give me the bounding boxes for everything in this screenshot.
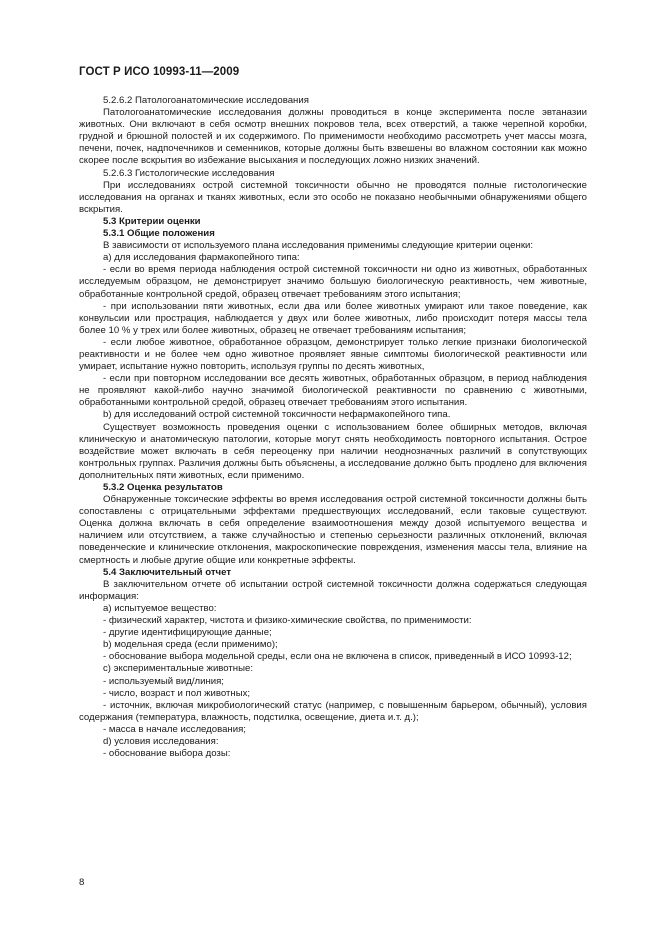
section-heading: 5.3.1 Общие положения [103, 228, 215, 240]
list-item: - источник, включая микробиологический статус (например, с повышенным барьером, обычный), условия содержания (температура, влажность, подстилка, освещение, диета и.т. д.); [79, 699, 587, 723]
document-body [79, 95, 587, 760]
section-heading: 5.4 Заключительный отчет [103, 566, 232, 578]
list-item: b) для исследований острой системной токсичности нефармакопейного типа. [103, 409, 451, 421]
list-item: - масса в начале исследования; [103, 723, 246, 735]
paragraph: В заключительном отчете об испытании острой системной токсичности должна содержаться следующая информация: [79, 578, 587, 602]
section-heading: 5.3.2 Оценка результатов [103, 482, 223, 493]
section-heading: 5.2.6.3 Гистологические исследования [103, 167, 275, 179]
list-item: b) модельная среда (если применимо); [103, 639, 278, 651]
list-item: d) условия исследования: [103, 735, 219, 747]
page-number: 8 [79, 877, 85, 888]
section-heading: 5.3 Критерии оценки [103, 215, 201, 227]
list-item: - другие идентифицирующие данные; [103, 627, 272, 639]
list-item: - физический характер, чистота и физико-химические свойства, по применимости: [103, 615, 472, 627]
list-item: - обоснование выбора дозы: [103, 748, 231, 760]
list-item: - если при повторном исследовании все десять животных, обработанных образцом, в период наблюдения не проявляют какой-либо научно значимой биологической реактивности по сравнению с животными, обработанными контрольной средой, образец отвечает требованиям этого испытания. [79, 373, 587, 409]
list-item: - если любое животное, обработанное образцом, демонстрирует только легкие признаки биологической реактивности и не более чем одно животное проявляет явные симптомы биологической реактивности или умирает, испытание нужно повторить, используя группы по десять животных, [79, 336, 587, 373]
section-heading: 5.2.6.2 Патологоанатомические исследования [103, 95, 309, 106]
list-item: c) экспериментальные животные: [103, 663, 254, 675]
list-item: - число, возраст и пол животных; [103, 687, 251, 699]
list-item: a) испытуемое вещество: [103, 602, 217, 614]
paragraph: Патологоанатомические исследования должны проводиться в конце эксперимента после эвтаназии животных. Они включают в себя осмотр внешних покровов тела, всех отверстий, а также черепной коробки, грудной и брюшной полостей и их содержимого. По применимости необходимо рассмотреть учет массы мозга, печени, почек, надпочечников и семенников, которые должны быть взвешены во влажном состоянии как можно скорее после вскрытия во избежание высыхания и последующих ложно низких значений. [79, 107, 587, 167]
list-item: a) для исследования фармакопейного типа: [103, 252, 300, 264]
paragraph: Обнаруженные токсические эффекты во время исследования острой системной токсичности должны быть сопоставлены с отрицательными эффектами предшествующих исследований, если таковые существуют. Оценка должна включать в себя определение взаимоотношения между дозой испытуемого вещества и наличием или отсутствием, а также случайностью и степенью серьезности различных отклонений, включая поведенческие и клинические отклонения, макроскопические повреждения, изменения массы тела, влияние на смертность и любые другие общие или конкретные эффекты. [79, 494, 587, 566]
paragraph: В зависимости от используемого плана исследования применимы следующие критерии оценки: [103, 240, 534, 252]
document-header: ГОСТ Р ИСО 10993-11—2009 [79, 66, 240, 78]
list-item: - обоснование выбора модельной среды, если она не включена в список, приведенный в ИСО 10993-12; [103, 651, 572, 663]
list-item: - при использовании пяти животных, если два или более животных умирают или такое поведение, как конвульсии или прострация, наблюдается у двух или более животных, либо происходит потеря массы тела более 10 % у трех или более животных, образец не отвечает требованиям испытания; [79, 300, 587, 336]
paragraph: Существует возможность проведения оценки с использованием более обширных методов, включая клиническую и анатомическую патологии, которые могут снять необходимость повторного испытания. Острое воздействие может включать в себя переоценку при наличии неоднозначных различий в сопутствующих контрольных группах. Различия должны быть объяснены, а исследование должно быть продлено для включения дополнительных пяти животных, если применимо. [79, 421, 587, 481]
paragraph: При исследованиях острой системной токсичности обычно не проводятся полные гистологические исследования на органах и тканях животных, если это особо не показано необычными обнаружениями общего вскрытия. [79, 179, 587, 215]
list-item: - если во время периода наблюдения острой системной токсичности ни одно из животных, обработанных исследуемым образцом, не демонстрирует значимо большую биологическую реактивность, чем животные, обработанные контрольной средой, образец отвечает требованиям этого испытания; [79, 264, 587, 300]
list-item: - используемый вид/линия; [103, 675, 224, 687]
